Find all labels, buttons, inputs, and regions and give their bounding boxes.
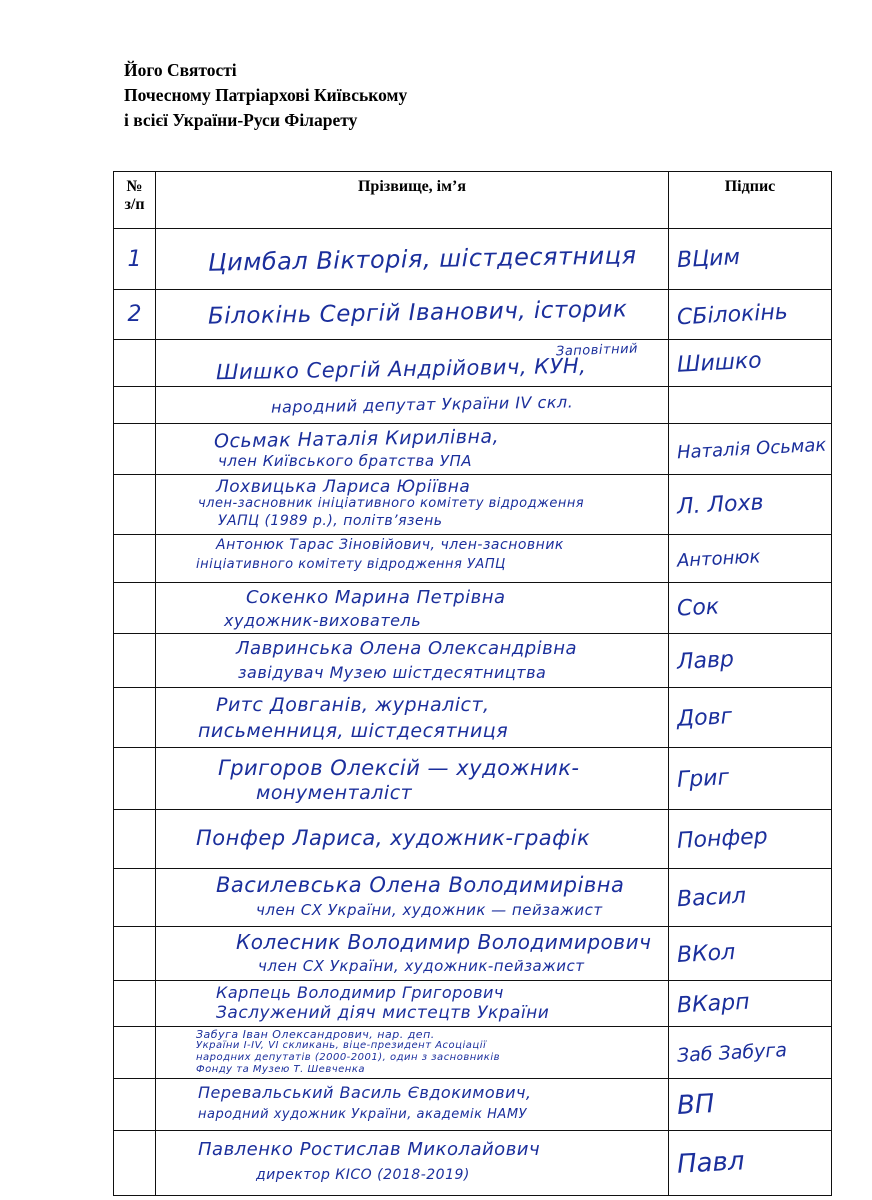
table-row (114, 387, 832, 424)
handwritten-name-line: Григоров Олексій — художник- (218, 756, 580, 780)
handwritten-name-line: Сокенко Марина Петрівна (246, 587, 506, 608)
name-cell (156, 290, 669, 340)
row-number (114, 535, 156, 583)
row-number (114, 583, 156, 634)
column-header-number: № з/п (114, 172, 156, 229)
table-row (114, 340, 832, 387)
signature-cell (669, 475, 832, 535)
row-number (114, 1027, 156, 1079)
row-number (114, 634, 156, 688)
handwritten-name-line: Заслужений діяч мистецтв України (216, 1003, 550, 1023)
handwritten-signature: Сок (676, 594, 720, 622)
handwritten-name-line: завідувач Музею шістдесятництва (238, 663, 547, 682)
handwritten-name-line: член-засновник ініціативного комітету відродження (198, 496, 585, 511)
handwritten-signature: Понфер (676, 824, 769, 854)
handwritten-name-line: директор КІСО (2018-2019) (256, 1167, 470, 1183)
row-number (114, 1079, 156, 1131)
handwritten-name-line: Цимбал Вікторія, шістдесятниця (207, 241, 637, 277)
name-cell (156, 1131, 669, 1196)
name-cell (156, 981, 669, 1027)
signature-cell (669, 583, 832, 634)
handwritten-signature: Шишко (676, 348, 763, 378)
signature-cell (669, 810, 832, 869)
handwritten-name-line: Василевська Олена Володимирівна (216, 873, 625, 897)
name-cell (156, 927, 669, 981)
handwritten-name-line: письменниця, шістдесятниця (198, 720, 509, 742)
handwritten-name-line: народний художник України, академік НАМУ (198, 1107, 527, 1122)
handwritten-name-line: УАПЦ (1989 р.), політв’язень (218, 513, 443, 529)
name-cell (156, 1079, 669, 1131)
handwritten-signature: Григ (676, 764, 730, 793)
row-number: 2 (114, 290, 156, 340)
name-cell (156, 535, 669, 583)
handwritten-signature: Довг (676, 703, 733, 732)
table-row (114, 583, 832, 634)
signature-cell (669, 1131, 832, 1196)
row-number: 1 (114, 229, 156, 290)
handwritten-signature: Антонюк (676, 545, 761, 572)
row-number (114, 424, 156, 475)
table-row (114, 1027, 832, 1079)
name-cell (156, 475, 669, 535)
handwritten-signature: ВКол (676, 939, 736, 968)
row-number (114, 927, 156, 981)
table-row (114, 290, 832, 340)
table-row (114, 981, 832, 1027)
handwritten-name-line: Шишко Сергій Андрійович, КУН, (215, 353, 587, 385)
signatures-table (113, 171, 832, 1196)
row-number (114, 688, 156, 748)
table-row (114, 634, 832, 688)
handwritten-signature: ВП (676, 1088, 716, 1121)
handwritten-name-line: Лавринська Олена Олександрівна (236, 638, 578, 659)
handwritten-name-line: монументаліст (256, 782, 413, 804)
name-cell (156, 424, 669, 475)
handwritten-signature: ВКарп (676, 989, 751, 1018)
table-row (114, 688, 832, 748)
signature-cell (669, 981, 832, 1027)
handwritten-name-line: Ритс Довганів, журналіст, (216, 694, 490, 716)
handwritten-name-line: художник-вихователь (224, 611, 422, 630)
addressee-line-1: Його Святості (124, 60, 237, 80)
table-row (114, 1079, 832, 1131)
table-row (114, 927, 832, 981)
signature-cell (669, 927, 832, 981)
signature-cell (669, 290, 832, 340)
row-number (114, 340, 156, 387)
row-number (114, 810, 156, 869)
handwritten-name-line: член СХ України, художник-пейзажист (258, 957, 585, 975)
handwritten-name-line: ініціативного комітету відродження УАПЦ (196, 557, 506, 572)
handwritten-name-line: народний депутат України IV скл. (270, 392, 574, 417)
name-cell (156, 688, 669, 748)
handwritten-signature: Лавр (676, 646, 735, 675)
handwritten-name-line: України I-IV, VI скликань, віце-президент Асоціації (196, 1040, 487, 1051)
handwritten-signature: Л. Лохв (676, 489, 765, 520)
handwritten-signature: СБілокінь (676, 299, 789, 330)
column-header-name: Прізвище, ім’я (156, 172, 669, 229)
name-cell (156, 748, 669, 810)
table-row (114, 748, 832, 810)
table-row (114, 424, 832, 475)
signature-cell (669, 869, 832, 927)
signature-cell (669, 535, 832, 583)
table-header-row (114, 172, 832, 229)
handwritten-name-line: Білокінь Сергій Іванович, історик (207, 296, 628, 330)
signature-cell (669, 340, 832, 387)
name-cell (156, 634, 669, 688)
addressee-line-3: і всієї України-Руси Філарету (124, 110, 358, 130)
table-row (114, 1131, 832, 1196)
column-header-signature: Підпис (669, 172, 832, 229)
table-row (114, 535, 832, 583)
row-number (114, 387, 156, 424)
handwritten-signature: ВЦим (676, 244, 741, 274)
handwritten-name-line: Осьмак Наталія Кирилівна, (213, 425, 500, 453)
signature-cell (669, 688, 832, 748)
row-number (114, 475, 156, 535)
row-number (114, 1131, 156, 1196)
table-row (114, 869, 832, 927)
addressee-block (124, 58, 407, 133)
handwritten-name-line: Понфер Лариса, художник-графік (196, 826, 591, 850)
handwritten-signature: Васил (676, 883, 747, 912)
handwritten-signature: Заб Забуга (676, 1038, 788, 1067)
handwritten-name-line: народних депутатів (2000-2001), один з засновників (196, 1052, 500, 1063)
handwritten-name-line: Фонду та Музею Т. Шевченка (196, 1064, 365, 1075)
table-row (114, 475, 832, 535)
signature-cell (669, 1027, 832, 1079)
handwritten-name-line: Забуга Іван Олександрович, нар. деп. (196, 1028, 435, 1041)
name-cell (156, 340, 669, 387)
handwritten-name-line: Карпець Володимир Григорович (216, 983, 504, 1002)
name-cell (156, 869, 669, 927)
handwritten-name-line: Лохвицька Лариса Юріївна (216, 477, 471, 497)
signature-cell (669, 1079, 832, 1131)
name-cell (156, 810, 669, 869)
handwritten-signature: Павл (676, 1146, 746, 1180)
signature-cell (669, 634, 832, 688)
handwritten-name-line: Заповітний (555, 341, 639, 360)
handwritten-name-line: Колесник Володимир Володимирович (236, 930, 652, 954)
table-row (114, 810, 832, 869)
signature-cell (669, 387, 832, 424)
signature-cell (669, 424, 832, 475)
addressee-line-2: Почесному Патріархові Київському (124, 85, 408, 105)
handwritten-name-line: Антонюк Тарас Зіновійович, член-засновник (216, 537, 564, 553)
row-number (114, 748, 156, 810)
handwritten-name-line: член Київського братства УПА (218, 452, 472, 470)
row-number (114, 981, 156, 1027)
table-row (114, 229, 832, 290)
handwritten-name-line: Павленко Ростислав Миколайович (198, 1139, 541, 1160)
name-cell (156, 387, 669, 424)
signature-cell (669, 748, 832, 810)
handwritten-name-line: Перевальський Василь Євдокимович, (198, 1083, 532, 1102)
row-number (114, 869, 156, 927)
name-cell (156, 583, 669, 634)
name-cell (156, 1027, 669, 1079)
handwritten-name-line: член СХ України, художник — пейзажист (256, 901, 603, 919)
signature-cell (669, 229, 832, 290)
name-cell (156, 229, 669, 290)
handwritten-signature: Наталія Осьмак (676, 434, 827, 464)
